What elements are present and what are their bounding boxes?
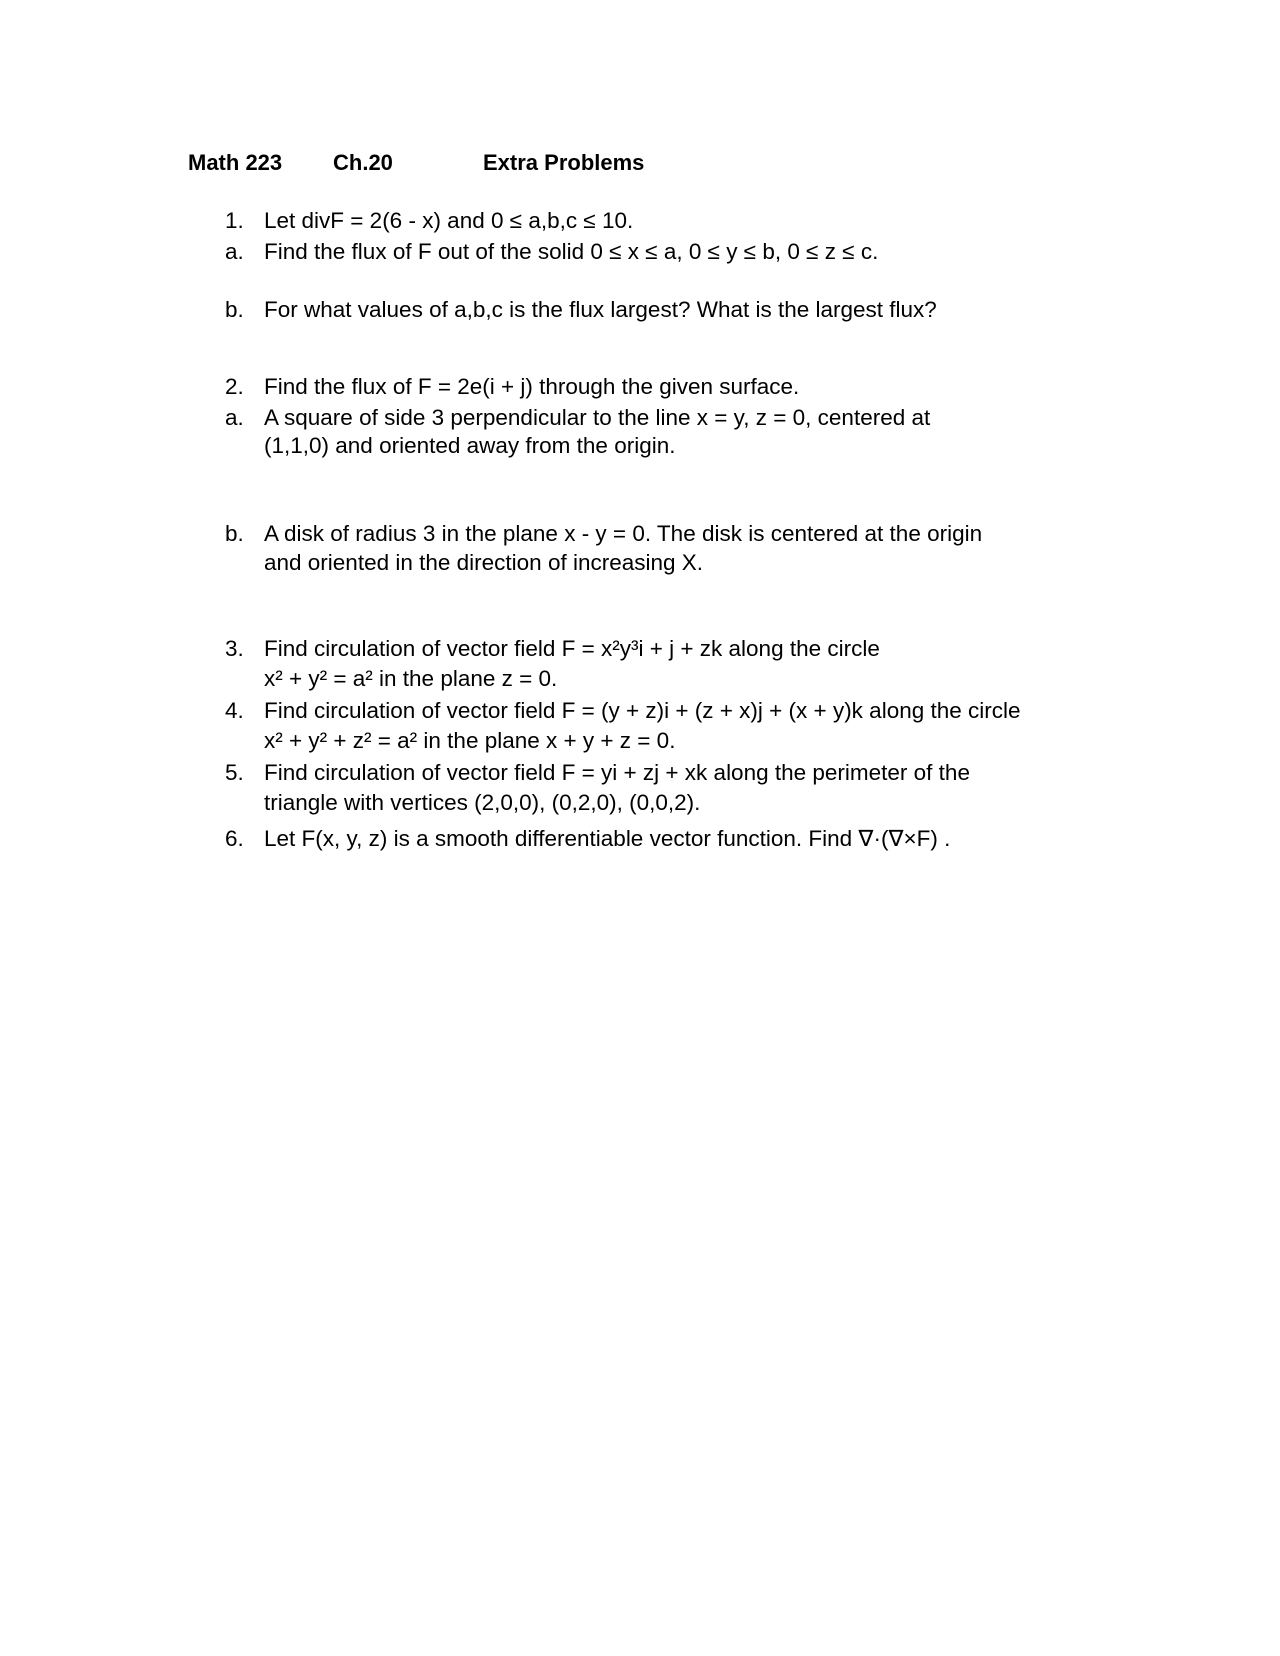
problem-text: Find circulation of vector field F = (y + z)i + (z + x)j + (x + y)k along the circle bbox=[264, 698, 1021, 723]
problem-text: x² + y² + z² = a² in the plane x + y + z = 0. bbox=[264, 728, 676, 753]
problem-text: Find circulation of vector field F = yi + zj + xk along the perimeter of the bbox=[264, 760, 970, 785]
problem-marker: 6. bbox=[225, 826, 244, 851]
problem-text: Let F(x, y, z) is a smooth differentiable vector function. Find ∇·(∇×F) . bbox=[264, 826, 951, 851]
chapter-label: Ch.20 bbox=[333, 150, 393, 175]
problem-marker: 3. bbox=[225, 636, 244, 661]
problem-text: triangle with vertices (2,0,0), (0,2,0), (0,0,2). bbox=[264, 790, 701, 815]
problem-marker: a. bbox=[225, 239, 244, 264]
problem-text: Let divF = 2(6 - x) and 0 ≤ a,b,c ≤ 10. bbox=[264, 208, 634, 233]
problem-marker: 2. bbox=[225, 374, 244, 399]
problem-text: For what values of a,b,c is the flux largest? What is the largest flux? bbox=[264, 297, 937, 322]
problem-marker: 5. bbox=[225, 760, 244, 785]
problem-marker: b. bbox=[225, 521, 244, 546]
problem-text: Find circulation of vector field F = x²y³i + j + zk along the circle bbox=[264, 636, 880, 661]
problem-marker: a. bbox=[225, 405, 244, 430]
problem-text: x² + y² = a² in the plane z = 0. bbox=[264, 666, 558, 691]
problem-text: and oriented in the direction of increasing X. bbox=[264, 550, 704, 575]
problem-text: Find the flux of F = 2e(i + j) through the given surface. bbox=[264, 374, 800, 399]
problem-marker: 4. bbox=[225, 698, 244, 723]
problem-marker: 1. bbox=[225, 208, 244, 233]
course-label: Math 223 bbox=[188, 150, 283, 175]
problem-text: A disk of radius 3 in the plane x - y = 0. The disk is centered at the origin bbox=[264, 521, 983, 546]
problem-text: Find the flux of F out of the solid 0 ≤ x ≤ a, 0 ≤ y ≤ b, 0 ≤ z ≤ c. bbox=[264, 239, 879, 264]
problem-text: (1,1,0) and oriented away from the origin. bbox=[264, 433, 676, 458]
page-title: Extra Problems bbox=[483, 150, 645, 175]
problem-text: A square of side 3 perpendicular to the line x = y, z = 0, centered at bbox=[264, 405, 931, 430]
problem-marker: b. bbox=[225, 297, 244, 322]
